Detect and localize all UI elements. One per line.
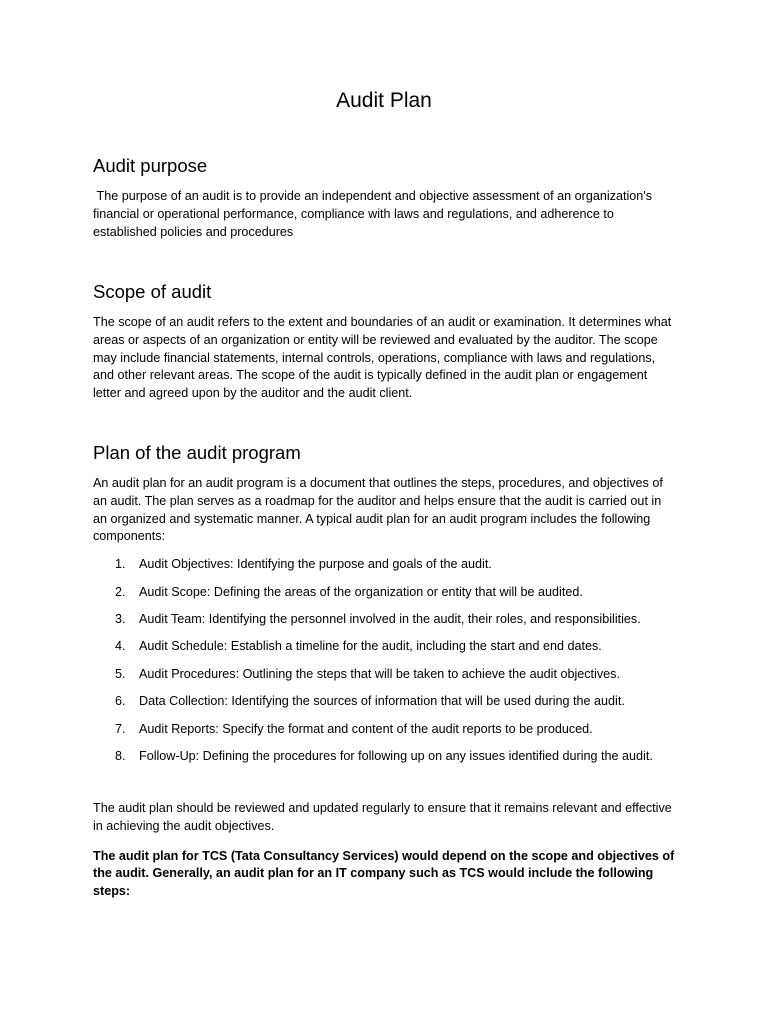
list-item-text: Audit Scope: Defining the areas of the organization or entity that will be audited. (139, 584, 583, 599)
list-item-text: Data Collection: Identifying the sources of information that will be used during the audit. (139, 694, 625, 709)
closing-section (93, 800, 678, 901)
list-item-text: Audit Schedule: Establish a timeline for the audit, including the start and end dates. (139, 639, 602, 654)
section-heading: Audit purpose (93, 155, 208, 176)
section-heading: Plan of the audit program (93, 442, 301, 463)
list-item (93, 693, 678, 711)
list-item (93, 611, 678, 629)
list-item (93, 556, 678, 574)
list-item-text: Follow-Up: Defining the procedures for following up on any issues identified during the audit. (139, 748, 653, 763)
closing-bold-paragraph: The audit plan for TCS (Tata Consultancy Services) would depend on the scope and objectives of the audit. Generally, an audit plan for an IT company such as TCS would include the following steps: (93, 848, 675, 899)
components-list (93, 556, 678, 766)
list-item-text: Audit Team: Identifying the personnel involved in the audit, their roles, and responsibilities. (139, 611, 641, 626)
section-paragraph: The scope of an audit refers to the extent and boundaries of an audit or examination. It determines what areas or aspects of an organization or entity will be reviewed and evaluated by the auditor. The scope may include financial statements, internal controls, operations, compliance with laws and regulations, and other relevant areas. The scope of the audit is typically defined in the audit plan or engagement letter and agreed upon by the auditor and the audit client. (93, 315, 672, 401)
list-item-text: Audit Reports: Specify the format and content of the audit reports to be produced. (139, 721, 593, 736)
section-paragraph: An audit plan for an audit program is a document that outlines the steps, procedures, and objectives of an audit. The plan serves as a roadmap for the auditor and helps ensure that the audit is carried out in an organized and systematic manner. A typical audit plan for an audit program includes the following components: (93, 476, 663, 544)
list-item-number: 3. (115, 611, 126, 626)
section-scope-of-audit (93, 280, 678, 403)
document-title: Audit Plan (336, 89, 432, 112)
list-item (93, 748, 678, 766)
list-item (93, 721, 678, 739)
list-item-number: 7. (115, 721, 126, 736)
closing-paragraph: The audit plan should be reviewed and updated regularly to ensure that it remains relevant and effective in achieving the audit objectives. (93, 801, 672, 833)
section-paragraph: The purpose of an audit is to provide an independent and objective assessment of an organization's financial or operational performance, compliance with laws and regulations, and adherence to established policies and procedures (93, 189, 656, 239)
list-item-number: 1. (115, 557, 126, 572)
section-heading: Scope of audit (93, 281, 212, 302)
section-audit-purpose (93, 154, 678, 241)
list-item-number: 8. (115, 748, 126, 763)
list-item (93, 584, 678, 602)
list-item (93, 638, 678, 656)
section-plan-of-audit-program (93, 441, 678, 775)
list-item-text: Audit Objectives: Identifying the purpose and goals of the audit. (139, 557, 492, 572)
list-item-number: 5. (115, 666, 126, 681)
list-item-text: Audit Procedures: Outlining the steps that will be taken to achieve the audit objectives. (139, 666, 620, 681)
list-item-number: 2. (115, 584, 126, 599)
list-item (93, 666, 678, 684)
list-item-number: 6. (115, 694, 126, 709)
list-item-number: 4. (115, 639, 126, 654)
